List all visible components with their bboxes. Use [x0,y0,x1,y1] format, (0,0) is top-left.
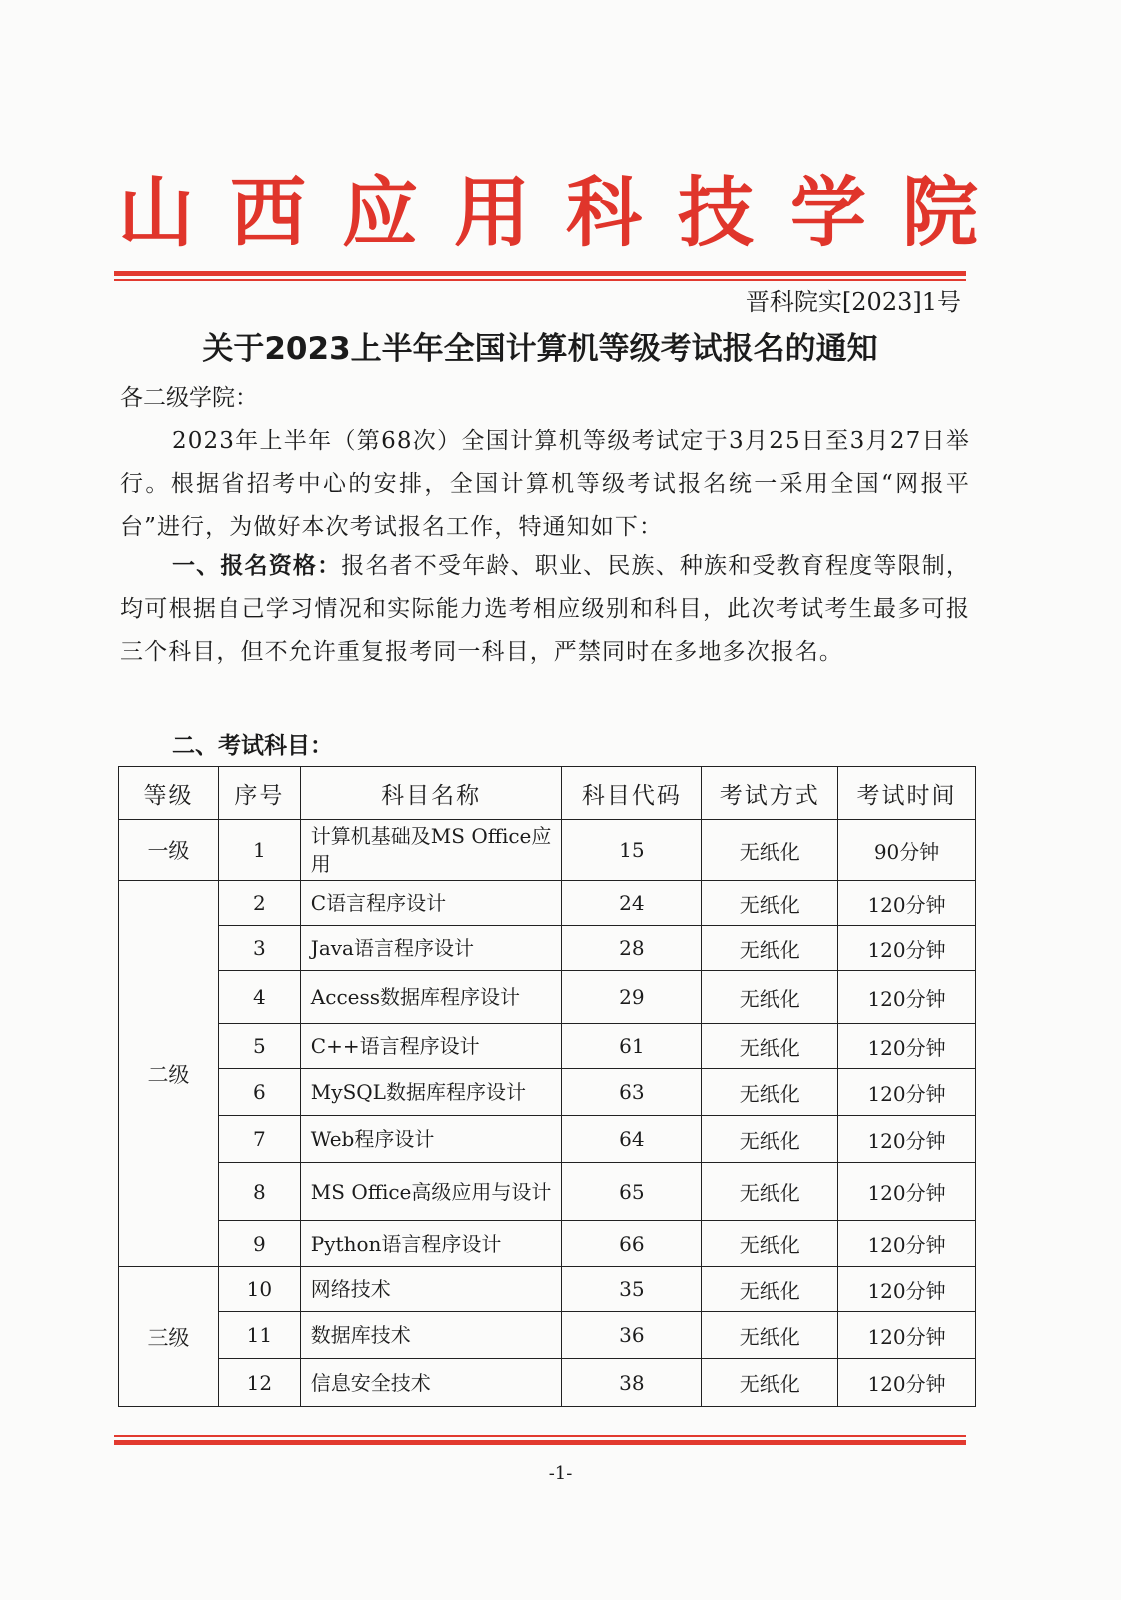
salutation: 各二级学院： [120,385,258,411]
method-cell: 无纸化 [702,1163,838,1221]
time-cell: 120分钟 [838,1267,976,1312]
subject-name-cell: Java语言程序设计 [300,926,562,971]
subject-name-cell: 数据库技术 [300,1312,562,1359]
subject-name-cell: 信息安全技术 [300,1359,562,1407]
table-row [119,1221,976,1267]
time-cell: 120分钟 [838,1024,976,1069]
subject-name-cell: 网络技术 [300,1267,562,1312]
seq-cell: 12 [218,1359,300,1407]
seq-cell: 1 [218,820,300,881]
table-row [119,1116,976,1163]
table-row [119,1024,976,1069]
time-cell: 120分钟 [838,1359,976,1407]
code-cell: 65 [562,1163,702,1221]
method-cell: 无纸化 [702,1221,838,1267]
header-subject-name: 科目名称 [300,767,562,820]
org-name-char: 西 [230,168,306,257]
table-row [119,1312,976,1359]
code-cell: 28 [562,926,702,971]
method-cell: 无纸化 [702,1359,838,1407]
table-row [119,971,976,1024]
org-name-char: 应 [342,168,418,257]
seq-cell: 8 [218,1163,300,1221]
seq-cell: 7 [218,1116,300,1163]
code-cell: 66 [562,1221,702,1267]
time-cell: 120分钟 [838,881,976,926]
code-cell: 35 [562,1267,702,1312]
org-name-char: 山 [118,168,194,257]
page-number: -1- [548,1463,573,1484]
table-header-row [119,767,976,820]
time-cell: 120分钟 [838,1069,976,1116]
table-row [119,1163,976,1221]
intro-paragraph: 2023年上半年（第68次）全国计算机等级考试定于3月25日至3月27日举行。根据省招考中心的安排，全国计算机等级考试报名统一采用全国“网报平台”进行，为做好本次考试报名工作，特通知如下： [120,428,970,540]
method-cell: 无纸化 [702,1116,838,1163]
document-title: 关于2023上半年全国计算机等级考试报名的通知 [202,331,878,367]
method-cell: 无纸化 [702,1024,838,1069]
seq-cell: 6 [218,1069,300,1116]
time-cell: 120分钟 [838,1163,976,1221]
method-cell: 无纸化 [702,1069,838,1116]
exam-subjects-table [118,766,976,1407]
seq-cell: 2 [218,881,300,926]
method-cell: 无纸化 [702,971,838,1024]
time-cell: 120分钟 [838,1116,976,1163]
org-name-char: 用 [454,168,530,257]
org-name-char: 技 [678,168,754,257]
org-name-char: 学 [790,168,866,257]
seq-cell: 3 [218,926,300,971]
org-name-header [118,168,978,258]
level-cell: 二级 [119,881,219,1267]
time-cell: 120分钟 [838,1312,976,1359]
subject-name-cell: C语言程序设计 [300,881,562,926]
header-exam-time: 考试时间 [838,767,976,820]
table-row [119,820,976,881]
code-cell: 61 [562,1024,702,1069]
subject-name-cell: MS Office高级应用与设计 [300,1163,562,1221]
seq-cell: 4 [218,971,300,1024]
method-cell: 无纸化 [702,926,838,971]
code-cell: 38 [562,1359,702,1407]
subject-name-cell: 计算机基础及MS Office应用 [300,820,562,881]
eligibility-paragraph [120,545,970,674]
subject-name-cell: Access数据库程序设计 [300,971,562,1024]
subject-name-cell: Web程序设计 [300,1116,562,1163]
header-level: 等级 [119,767,219,820]
header-seq: 序号 [218,767,300,820]
table-row [119,1069,976,1116]
document-number: 晋科院实[2023]1号 [745,288,961,316]
method-cell: 无纸化 [702,881,838,926]
org-name-char: 科 [566,168,642,257]
code-cell: 15 [562,820,702,881]
header-exam-method: 考试方式 [702,767,838,820]
seq-cell: 5 [218,1024,300,1069]
seq-cell: 10 [218,1267,300,1312]
table-row [119,1267,976,1312]
eligibility-text: 报名者不受年龄、职业、民族、种族和受教育程度等限制，均可根据自己学习情况和实际能力选考相应级别和科目，此次考试考生最多可报三个科目，但不允许重复报考同一科目，严禁同时在多地多次报名。 [120,553,970,665]
org-name-char: 院 [902,168,978,257]
header-subject-code: 科目代码 [562,767,702,820]
code-cell: 29 [562,971,702,1024]
code-cell: 36 [562,1312,702,1359]
time-cell: 120分钟 [838,1221,976,1267]
footer-rule-thick [114,1440,966,1445]
code-cell: 63 [562,1069,702,1116]
eligibility-heading: 一、报名资格： [172,553,342,579]
method-cell: 无纸化 [702,1312,838,1359]
header-rule-thin [114,279,966,281]
code-cell: 64 [562,1116,702,1163]
subject-name-cell: C++语言程序设计 [300,1024,562,1069]
subjects-heading: 二、考试科目： [172,733,333,759]
time-cell: 120分钟 [838,971,976,1024]
time-cell: 120分钟 [838,926,976,971]
table-row [119,1359,976,1407]
subject-name-cell: Python语言程序设计 [300,1221,562,1267]
table-row [119,881,976,926]
seq-cell: 11 [218,1312,300,1359]
footer-rule-thin [114,1435,966,1437]
level-cell: 一级 [119,820,219,881]
header-rule-thick [114,271,966,276]
level-cell: 三级 [119,1267,219,1407]
table-row [119,926,976,971]
time-cell: 90分钟 [838,820,976,881]
method-cell: 无纸化 [702,820,838,881]
code-cell: 24 [562,881,702,926]
method-cell: 无纸化 [702,1267,838,1312]
seq-cell: 9 [218,1221,300,1267]
subject-name-cell: MySQL数据库程序设计 [300,1069,562,1116]
